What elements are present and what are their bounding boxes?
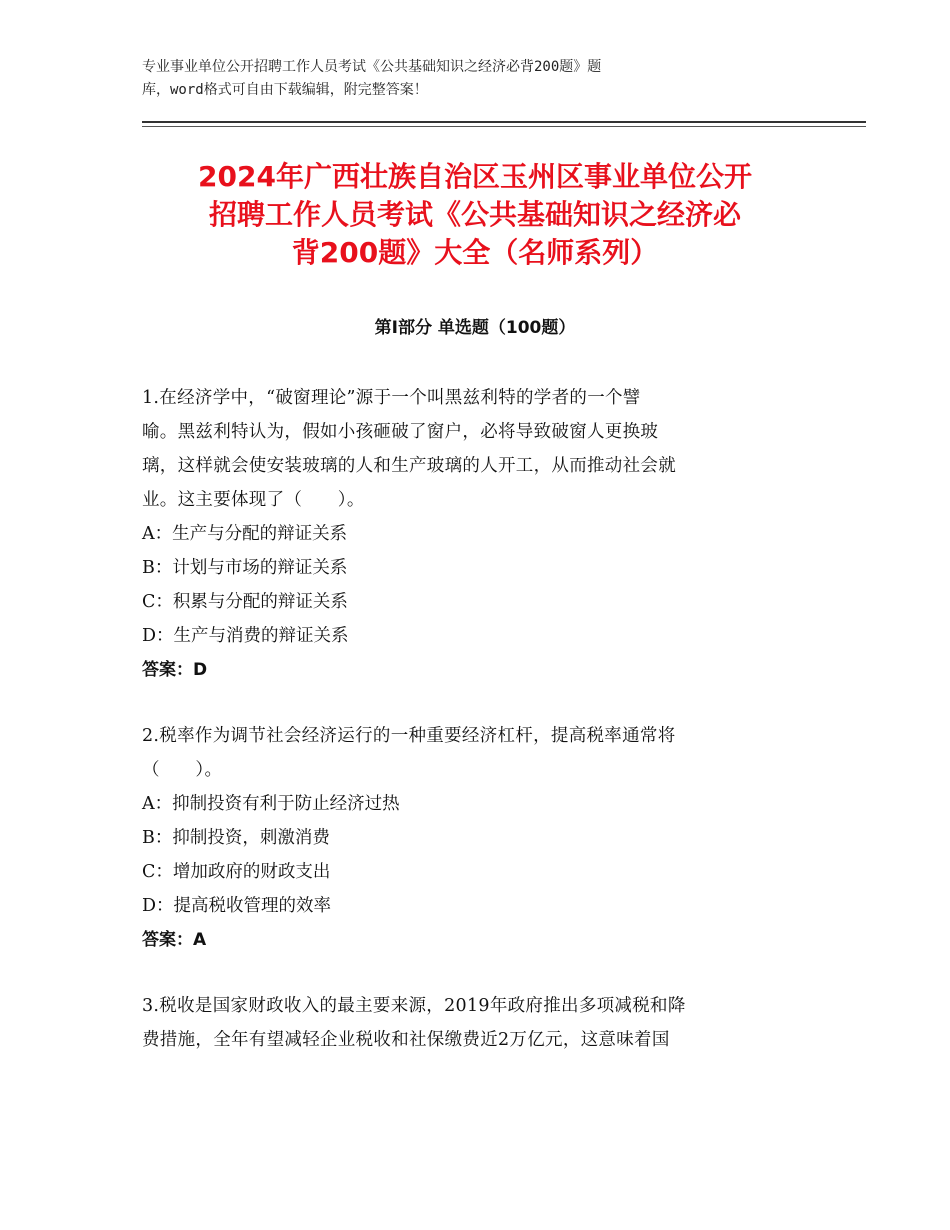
question-stem-line: 费措施，全年有望减轻企业税收和社保缴费近2万亿元，这意味着国 — [142, 1030, 670, 1050]
document-title-line-3: 背200题》大全（名师系列） — [291, 236, 659, 269]
header-note-line-1: 专业事业单位公开招聘工作人员考试《公共基础知识之经济必背200题》题 — [142, 59, 602, 75]
question-option-b: B：计划与市场的辩证关系 — [142, 558, 348, 578]
question-1 — [142, 381, 808, 687]
question-option-a: A：生产与分配的辩证关系 — [142, 524, 348, 544]
question-3 — [142, 989, 808, 1057]
question-stem-line: 业。这主要体现了（ ）。 — [142, 490, 365, 510]
question-option-b: B：抑制投资，刺激消费 — [142, 828, 330, 848]
question-option-d: D：提高税收管理的效率 — [142, 896, 332, 916]
question-option-c: C：增加政府的财政支出 — [142, 862, 331, 882]
question-stem-line: （ ）。 — [142, 760, 223, 780]
question-stem-line: 2.税率作为调节社会经济运行的一种重要经济杠杆，提高税率通常将 — [142, 726, 676, 746]
document-title-line-2: 招聘工作人员考试《公共基础知识之经济必 — [208, 198, 741, 231]
question-answer: 答案：A — [142, 930, 207, 950]
question-2 — [142, 719, 808, 957]
question-option-a: A：抑制投资有利于防止经济过热 — [142, 794, 400, 814]
question-stem-line: 1.在经济学中，“破窗理论”源于一个叫黑兹利特的学者的一个譬 — [142, 388, 641, 408]
header-note-line-2: 库，word格式可自由下载编辑，附完整答案！ — [142, 82, 428, 98]
section-title: 第Ⅰ部分 单选题（100题） — [374, 318, 576, 338]
question-option-d: D：生产与消费的辩证关系 — [142, 626, 349, 646]
question-stem-line: 喻。黑兹利特认为，假如小孩砸破了窗户，必将导致破窗人更换玻 — [142, 422, 659, 442]
question-stem-line: 3.税收是国家财政收入的最主要来源，2019年政府推出多项减税和降 — [142, 996, 686, 1016]
header-rule-thin — [142, 126, 866, 127]
header-rule-thick — [142, 121, 866, 123]
header-note — [142, 56, 802, 102]
question-stem-line: 璃，这样就会使安装玻璃的人和生产玻璃的人开工，从而推动社会就 — [142, 456, 676, 476]
question-answer: 答案：D — [142, 660, 208, 680]
document-title-line-1: 2024年广西壮族自治区玉州区事业单位公开 — [198, 160, 752, 193]
question-option-c: C：积累与分配的辩证关系 — [142, 592, 348, 612]
document-title — [142, 158, 808, 272]
question-list — [142, 381, 808, 1089]
